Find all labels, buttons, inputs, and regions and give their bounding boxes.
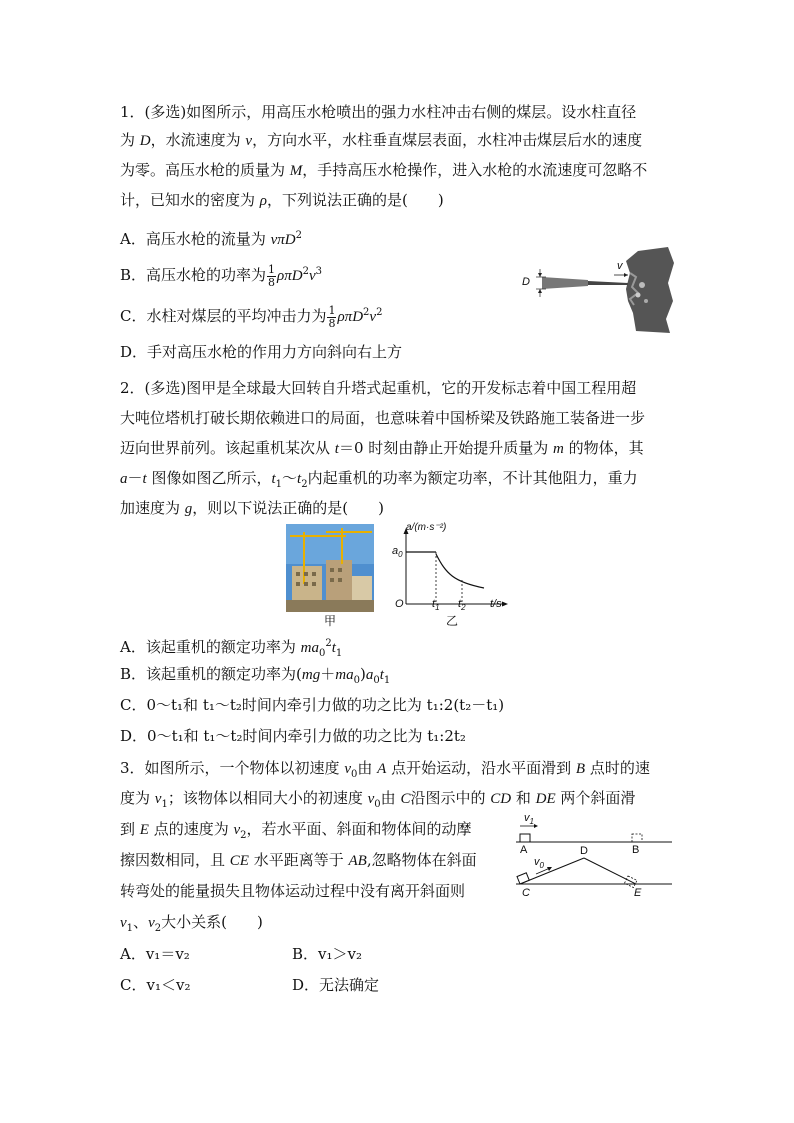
fig-label-b: B	[632, 844, 640, 856]
q1-option-c: C．水柱对煤层的平均冲击力为 $\frac{1}{8}$ $\rho\pi D^2v^2$	[120, 303, 383, 330]
q1-line-1: 1．(多选)如图所示，用高压水枪喷出的强力水柱冲击右侧的煤层。设水柱直径	[120, 103, 637, 121]
q2-line-2: 大吨位塔机打破长期依赖进口的局面，也意味着中国桥梁及铁路施工装备进一步	[120, 409, 646, 427]
q3-incline-figure	[506, 812, 674, 902]
fig-caption-yi: 乙	[446, 614, 459, 628]
fraction: $\frac{1}{8}$	[328, 303, 336, 330]
graph-t2-label: $t_2$	[458, 598, 466, 613]
q3-line-2: 度为 $v_1$；该物体以相同大小的初速度 $v_0$由 C沿图示中的 CD 和 DE 两个斜面滑	[120, 789, 636, 810]
graph-t1-label: $t_1$	[432, 598, 440, 613]
q2-option-b: B．该起重机的额定功率为$(mg+ma_0)a_0t_1$	[120, 665, 391, 686]
q1-line-3: 为零。高压水枪的质量为 M，手持高压水枪操作，进入水枪的水流速度可忽略不	[120, 161, 648, 179]
fig-label-c: C	[522, 887, 530, 899]
fig-label-a: A	[520, 844, 528, 856]
q3-line-1: 3．如图所示，一个物体以初速度 $v_0$由 A 点开始运动，沿水平面滑到 B 点时的速	[120, 759, 650, 780]
q3-line-5: 转弯处的能量损失且物体运动过程中没有离开斜面则	[120, 882, 466, 900]
q3-option-c: C．v₁＜v₂	[120, 976, 191, 994]
graph-origin-label: O	[395, 598, 404, 610]
q3-line-3: 到 E 点的速度为 $v_2$，若水平面、斜面和物体间的动摩	[120, 820, 472, 841]
fig-label-d: D	[580, 845, 588, 857]
q1-option-b: B．高压水枪的功率为 $\frac{1}{8}$ $\rho\pi D^2v^3$	[120, 262, 322, 289]
q2-option-c: C．0～t₁和 t₁～t₂时间内牵引力做的功之比为 t₁:2(t₂－t₁)	[120, 696, 505, 714]
q3-line-6: $v_1$、$v_2$大小关系( )	[120, 913, 263, 934]
graph-x-label: t/s	[490, 598, 502, 610]
q1-water-gun-figure	[518, 243, 678, 335]
fig-label-d: D	[522, 276, 530, 288]
fig-label-v: v	[617, 260, 623, 272]
q2-line-5: 加速度为 g，则以下说法正确的是( )	[120, 499, 384, 517]
q2-option-d: D．0～t₁和 t₁～t₂时间内牵引力做的功之比为 t₁:2t₂	[120, 727, 466, 745]
q3-line-4: 擦因数相同，且 CE 水平距离等于 AB,忽略物体在斜面	[120, 851, 477, 869]
fraction: $\frac{1}{8}$	[268, 262, 276, 289]
fig-label-v0: $v_0$	[534, 856, 544, 871]
q1-line-4: 计，已知水的密度为 ρ，下列说法正确的是( )	[120, 191, 444, 209]
fig-label-e: E	[634, 887, 642, 899]
q3-option-d: D．无法确定	[292, 976, 380, 994]
graph-y-label: a/(m·s⁻²)	[406, 522, 447, 533]
q3-option-b: B．v₁＞v₂	[292, 945, 362, 963]
fig-caption-jia: 甲	[324, 614, 337, 628]
q3-option-a: A．v₁＝v₂	[120, 945, 190, 963]
q2-crane-photo	[286, 524, 374, 612]
fig-label-v1: $v_1$	[524, 812, 534, 827]
q2-line-3: 迈向世界前列。该起重机某次从 t＝0 时刻由静止开始提升质量为 m 的物体，其	[120, 439, 644, 457]
graph-a0-label: $a_0$	[392, 545, 403, 560]
q1-line-2: 为 D，水流速度为 v，方向水平，水柱垂直煤层表面，水柱冲击煤层后水的速度	[120, 131, 643, 149]
q2-line-4: a－t 图像如图乙所示，$t_1\sim t_2$内起重机的功率为额定功率，不计其他阻力，重力	[120, 469, 638, 490]
q2-line-1: 2．(多选)图甲是全球最大回转自升塔式起重机，它的开发标志着中国工程用超	[120, 379, 637, 397]
q2-option-a: A．该起重机的额定功率为 $ma_0^2t_1$	[120, 638, 343, 659]
q2-at-graph	[392, 522, 510, 614]
q1-option-d: D．手对高压水枪的作用力方向斜向右上方	[120, 343, 403, 361]
q1-option-a: A．高压水枪的流量为 vπD$^2$	[120, 230, 302, 248]
